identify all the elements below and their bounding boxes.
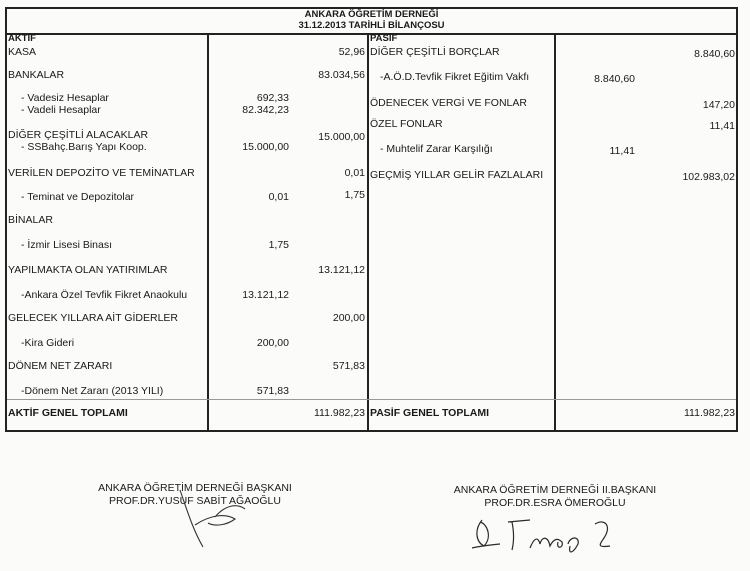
total-divider xyxy=(7,399,736,400)
aktif-row-label: - İzmir Lisesi Binası xyxy=(21,239,113,251)
aktif-main-amount: 83.034,56 xyxy=(318,69,365,81)
sheet-title: 31.12.2013 TARİHLİ BİLANÇOSU xyxy=(298,20,445,31)
aktif-row-label: DÖNEM NET ZARARI xyxy=(8,360,113,372)
aktif-main-amount: 0,01 xyxy=(344,167,365,179)
pasif-row-label: GEÇMİŞ YILLAR GELİR FAZLALARI xyxy=(370,169,544,181)
pasif-heading: PASİF xyxy=(370,33,398,44)
aktif-row-label: YAPILMAKTA OLAN YATIRIMLAR xyxy=(8,264,168,276)
right-handwritten-signature xyxy=(470,512,640,557)
aktif-main-amount: 15.000,00 xyxy=(318,131,365,143)
aktif-sub-amount: 13.121,12 xyxy=(242,289,289,301)
aktif-row-label: BİNALAR xyxy=(8,214,53,226)
aktif-row-label: VERİLEN DEPOZİTO VE TEMİNATLAR xyxy=(8,167,195,179)
pasif-row-label: -A.Ö.D.Tevfik Fikret Eğitim Vakfı xyxy=(380,71,530,83)
pasif-main-amount: 8.840,60 xyxy=(694,48,735,60)
aktif-main-amount: 52,96 xyxy=(338,46,365,58)
aktif-row-label: -Dönem Net Zararı (2013 YILI) xyxy=(21,385,164,397)
aktif-sub-amount: 200,00 xyxy=(256,337,289,349)
right-signer-name: PROF.DR.ESRA ÖMEROĞLU xyxy=(484,497,626,509)
pasif-main-amount: 102.983,02 xyxy=(682,171,735,183)
pasif-row-label: - Muhtelif Zarar Karşılığı xyxy=(380,143,493,155)
aktif-sub-amount: 82.342,23 xyxy=(242,104,289,116)
aktif-main-amount: 13.121,12 xyxy=(318,264,365,276)
pasif-row-label: DİĞER ÇEŞİTLİ BORÇLAR xyxy=(370,46,500,58)
left-handwritten-signature xyxy=(175,485,265,555)
column-divider xyxy=(554,33,556,430)
aktif-heading: AKTIF xyxy=(8,33,36,44)
pasif-row-label: ÖDENECEK VERGİ VE FONLAR xyxy=(370,97,527,109)
pasif-row-label: ÖZEL FONLAR xyxy=(370,118,443,130)
aktif-row-label: - Teminat ve Depozitolar xyxy=(21,191,135,203)
aktif-sub-amount: 15.000,00 xyxy=(242,141,289,153)
aktif-row-label: -Kira Gideri xyxy=(21,337,75,349)
right-signature-block xyxy=(440,484,670,510)
aktif-main-amount: 571,83 xyxy=(332,360,365,372)
aktif-sub-amount: 692,33 xyxy=(256,92,289,104)
balance-sheet xyxy=(5,7,738,432)
left-signer-title: ANKARA ÖĞRETİM DERNEĞİ BAŞKANI xyxy=(98,482,292,494)
aktif-row-label: KASA xyxy=(8,46,37,58)
pasif-main-amount: 147,20 xyxy=(702,99,735,111)
aktif-row-label: BANKALAR xyxy=(8,69,65,81)
pasif-total-value: 111.982,23 xyxy=(684,407,735,419)
aktif-total-label: AKTİF GENEL TOPLAMI xyxy=(8,407,128,419)
column-divider xyxy=(367,33,369,430)
sheet-header xyxy=(7,9,736,35)
aktif-row-label: - Vadesiz Hesaplar xyxy=(21,92,109,104)
org-name: ANKARA ÖĞRETİM DERNEĞİ xyxy=(304,9,439,20)
aktif-total-value: 111.982,23 xyxy=(314,407,365,419)
pasif-sub-amount: 8.840,60 xyxy=(594,73,635,85)
aktif-row-label: - SSBahç.Barış Yapı Koop. xyxy=(21,141,147,153)
aktif-row-label: -Ankara Özel Tevfik Fikret Anaokulu xyxy=(21,289,188,301)
aktif-sub-amount: 0,01 xyxy=(268,191,289,203)
left-signer-name: PROF.DR.YUSUF SABİT AĞAOĞLU xyxy=(109,495,281,507)
pasif-total-label: PASİF GENEL TOPLAMI xyxy=(370,407,490,419)
pasif-sub-amount: 11,41 xyxy=(609,145,635,157)
aktif-main-amount: 1,75 xyxy=(344,189,365,201)
aktif-row-label: - Vadeli Hesaplar xyxy=(21,104,101,116)
aktif-sub-amount: 1,75 xyxy=(268,239,289,251)
aktif-sub-amount: 571,83 xyxy=(256,385,289,397)
aktif-row-label: GELECEK YILLARA AİT GİDERLER xyxy=(8,312,179,324)
aktif-row-label: DİĞER ÇEŞİTLİ ALACAKLAR xyxy=(8,129,149,141)
right-signer-title: ANKARA ÖĞRETİM DERNEĞİ II.BAŞKANI xyxy=(453,484,657,496)
pasif-main-amount: 11,41 xyxy=(709,120,735,132)
aktif-main-amount: 200,00 xyxy=(332,312,365,324)
